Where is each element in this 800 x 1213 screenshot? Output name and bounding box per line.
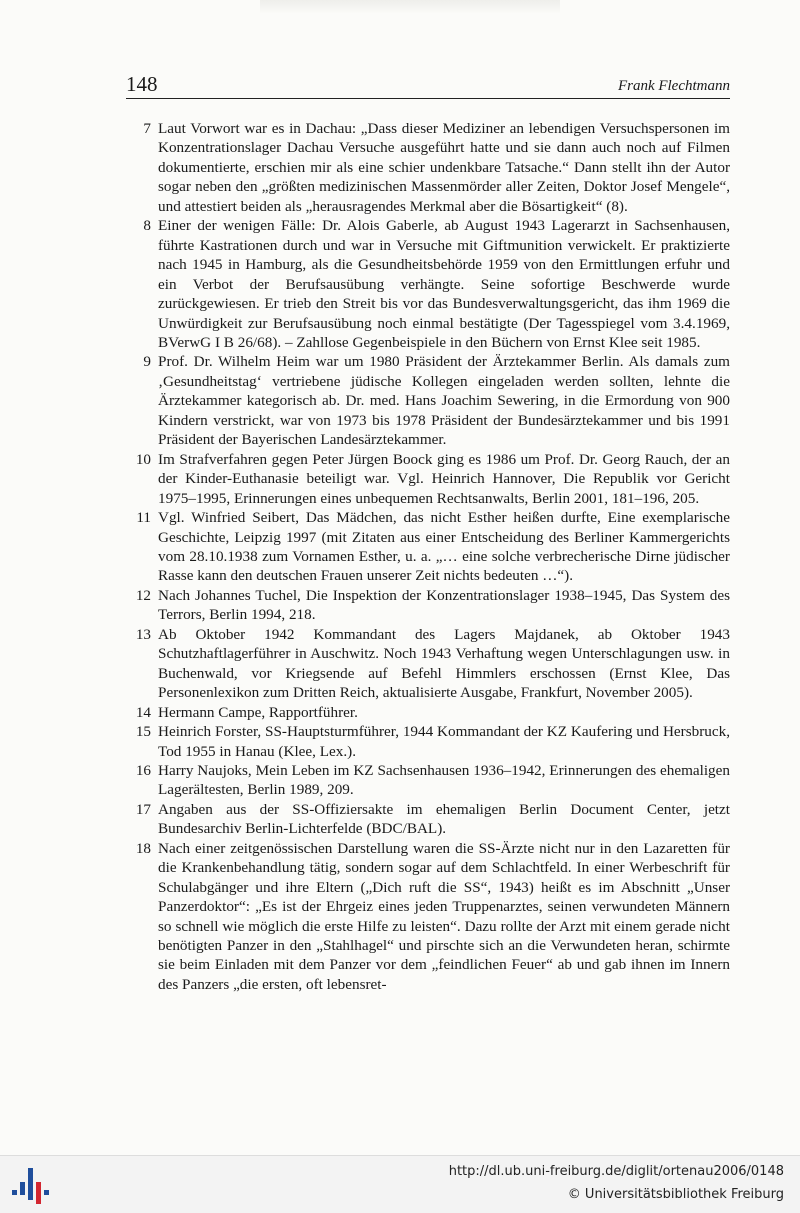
footnote-number: 14 — [135, 703, 151, 721]
footnote-number: 8 — [143, 217, 151, 235]
footnote-text: Harry Naujoks, Mein Leben im KZ Sachsenhausen 1936–1942, Erinnerungen des ehemaligen Lagerältesten, Berlin 1989, 209. — [158, 761, 730, 799]
viewer-footer — [0, 1155, 800, 1213]
footnote — [126, 800, 730, 839]
footnote-text: Hermann Campe, Rapportführer. — [158, 703, 358, 721]
logo-bar-blue-1 — [12, 1190, 17, 1195]
footnote — [126, 703, 730, 722]
show-through-shadow — [260, 0, 560, 14]
page-header — [126, 68, 730, 99]
footnote — [126, 625, 730, 703]
footnote — [126, 761, 730, 800]
logo-bar-red — [36, 1182, 41, 1204]
footnote-text: Heinrich Forster, SS-Hauptsturmführer, 1944 Kommandant der KZ Kaufering und Hersbruck, Tod 1955 in Hanau (Klee, Lex.). — [158, 723, 730, 760]
footnotes-list — [126, 119, 730, 994]
footnote-text: Ab Oktober 1942 Kommandant des Lagers Majdanek, ab Oktober 1943 Schutzhaftlagerführer in Auschwitz. Noch 1943 Verhaftung wegen Unterschlagungen usw. in Buchenwald, vor Kriegsende auf Befehl Himmlers erschossen (Ernst Klee, Das Personenlexikon zum Dritten Reich, aktualisierte Ausgabe, Frankfurt, November 2005). — [158, 625, 730, 702]
footnote-text: Laut Vorwort war es in Dachau: „Dass dieser Mediziner an lebendigen Versuchspersonen im Konzentrationslager Dachau Versuche ausgeführt hatte und sie dann auch noch auf Filmen dokumentierte, erschien mir als eine schier undenkbare Tatsache.“ Dann stellt ihn der Autor sogar neben den „größten medizinischen Massenmörder aller Zeiten, Doktor Josef Mengele“, und attestiert beiden als „herausragendes Merkmal aber die Bösartigkeit“ (8). — [158, 120, 730, 215]
footnote-number: 17 — [135, 800, 151, 818]
page-number: 148 — [126, 72, 158, 96]
footnote-text: Nach Johannes Tuchel, Die Inspektion der Konzentrationslager 1938–1945, Das System des Terrors, Berlin 1994, 218. — [158, 586, 730, 624]
footnote-number: 12 — [135, 586, 151, 604]
footnote — [126, 722, 730, 761]
footnote — [126, 586, 730, 625]
footnote-text: Prof. Dr. Wilhelm Heim war um 1980 Präsident der Ärztekammer Berlin. Als damals zum ‚Gesundheitstag‘ vertriebene jüdische Kollegen eingeladen werden sollten, lehnte die Ärztekammer kategorisch ab. Dr. med. Hans Joachim Sewering, in die Ermordung von 900 Kindern verstrickt, war von 1973 bis 1978 Präsident der Bundesärztekammer und bis 1991 Präsident der Bayerischen Landesärztekammer. — [158, 353, 730, 449]
copyright-notice: © Universitätsbibliothek Freiburg — [567, 1187, 784, 1202]
footnote-number: 18 — [135, 839, 151, 857]
footnote-text: Einer der wenigen Fälle: Dr. Alois Gaberle, ab August 1943 Lagerarzt in Sachsenhausen, führte Kastrationen durch und war in Versuche mit Giftmunition verwickelt. Er praktizierte nach 1945 in Hamburg, als die Gesundheitsbehörde 1959 von den Ermittlungen erfuhr und ein Verbot der Berufsausübung verhängte. Seine sofortige Beschwerde wurde zurückgewiesen. Er trieb den Streit bis vor das Bundesverwaltungsgericht, das ihm 1969 die Unwürdigkeit zur Berufsausübung noch einmal bestätigte (Der Tagesspiegel vom 3.4.1969, BVerwG I B 26/68). – Zahllose Gegenbeispiele in den Büchern von Ernst Klee seit 1985. — [158, 217, 730, 351]
footnote — [126, 839, 730, 995]
footnote-number: 7 — [143, 120, 151, 137]
ub-freiburg-logo-icon — [10, 1164, 50, 1206]
footnote-text: Angaben aus der SS-Offiziersakte im ehemaligen Berlin Document Center, jetzt Bundesarchiv Berlin-Lichterfelde (BDC/BAL). — [158, 800, 730, 838]
footnote-number: 15 — [135, 723, 151, 741]
footnote — [126, 508, 730, 586]
logo-bar-blue-3 — [28, 1168, 33, 1200]
logo-bar-blue-2 — [20, 1182, 25, 1195]
footnote — [126, 119, 730, 216]
footnote — [126, 216, 730, 352]
footnote-text: Vgl. Winfried Seibert, Das Mädchen, das nicht Esther heißen durfte, Eine exemplarische Geschichte, Leipzig 1997 (mit Zitaten aus einer Entscheidung des Berliner Kammergerichts vom 28.10.1938 zum Vornamen Esther, u. a. „… eine solche verbrecherische Dirne jüdischer Rasse kann den deutschen Frauen unserer Zeit nichts bedeuten …“). — [158, 509, 730, 585]
footnote-number: 16 — [135, 761, 151, 779]
source-url-link[interactable]: http://dl.ub.uni-freiburg.de/diglit/ortenau2006/0148 — [448, 1164, 784, 1179]
footnote-text: Im Strafverfahren gegen Peter Jürgen Boock ging es 1986 um Prof. Dr. Georg Rauch, der an der Kinder-Euthanasie beteiligt war. Vgl. Heinrich Hannover, Die Republik vor Gericht 1975–1995, Erinnerungen eines unbequemen Rechtsanwalts, Berlin 2001, 181–196, 205. — [158, 450, 730, 507]
footnote-number: 11 — [136, 509, 151, 527]
footnote — [126, 352, 730, 449]
running-head: Frank Flechtmann — [617, 78, 730, 94]
footnote-number: 13 — [135, 625, 151, 643]
footnote — [126, 450, 730, 508]
footnote-number: 9 — [143, 353, 151, 371]
logo-bar-blue-4 — [44, 1190, 49, 1195]
footnote-text: Nach einer zeitgenössischen Darstellung waren die SS-Ärzte nicht nur in den Lazaretten für die Krankenbehandlung tätig, sondern sogar auf dem Schlachtfeld. In einer Werbeschrift für Schulabgänger und ihre Eltern („Dich ruft die SS“, 1943) heißt es im Abschnitt „Unser Panzerdoktor“: „Es ist der Ehrgeiz eines jeden Truppenarztes, seinen verwundeten Männern so schnell wie möglich die erste Hilfe zu leisten“. Dazu rollte der Arzt mit einem gerade nicht benötigten Panzer in den „Stahlhagel“ und pirschte sich an die Verwundeten heran, schirmte sie beim Einladen mit dem Panzer vor dem „feindlichen Feuer“ ab und gab ihnen im Innern des Panzers „die ersten, oft lebensret- — [158, 839, 730, 993]
footnote-number: 10 — [135, 450, 151, 468]
